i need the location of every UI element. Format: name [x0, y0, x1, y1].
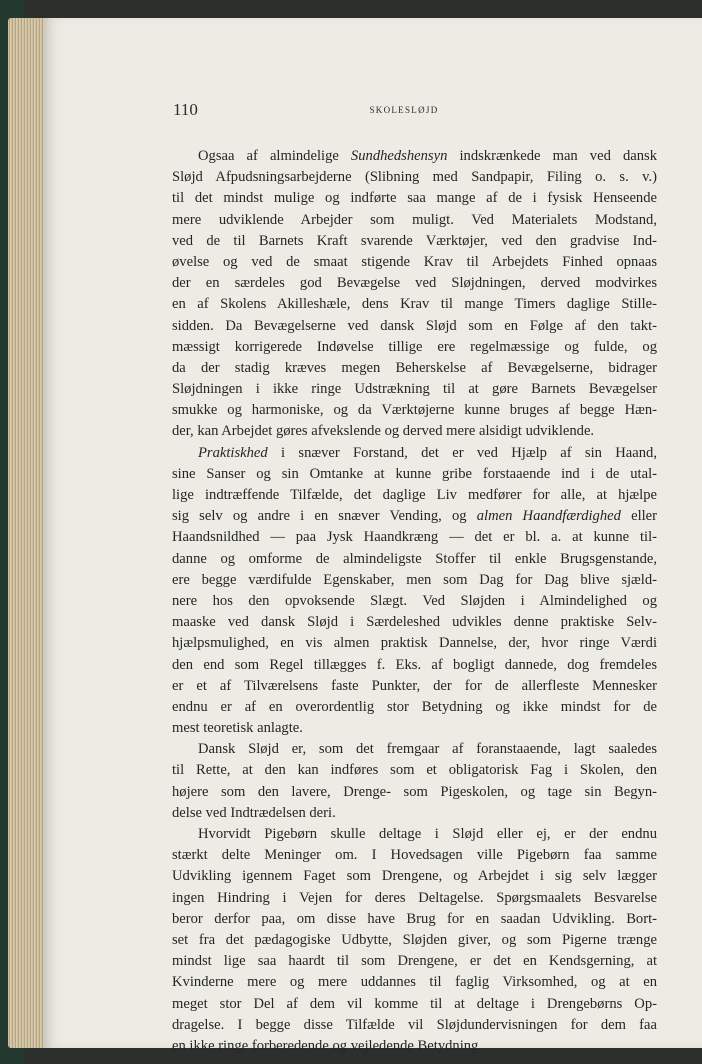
text-line: [172, 188, 657, 209]
text-segment: hjælpsmulighed, en vis almen praktisk Dannelse, der, hvor ringe Værdi: [172, 635, 657, 652]
text-segment: sidden. Da Bevægelserne ved dansk Sløjd som en Følge af den takt-: [172, 317, 657, 334]
text-segment: stærkt delte Meninger om. I Hovedsagen ville Pigebørn faa samme: [172, 847, 657, 864]
text-segment: set fra det pædagogiske Udbytte, Sløjden giver, og som Pigerne trænge: [172, 931, 657, 948]
text-segment: danne og omforme de almindeligste Stoffer til enkle Brugsgenstande,: [172, 550, 657, 567]
text-line: [172, 464, 657, 485]
text-segment: Udvikling igennem Faget som Drengene, og Arbejdet i sig selv lægger: [172, 868, 657, 885]
text-line: [172, 845, 657, 866]
text-line: [172, 294, 657, 315]
text-line: [172, 972, 657, 993]
text-segment: da der stadig kræves megen Beherskelse af Bevægelserne, bidrager: [172, 359, 657, 376]
text-segment: indskrænkede man ved dansk: [447, 148, 657, 164]
text-segment: maaske ved dansk Sløjd i Særdeleshed udvikles denne praktiske Selv-: [172, 614, 657, 631]
text-segment: dragelse. I begge disse Tilfælde vil Sløjdundervisningen for dem faa: [172, 1016, 657, 1033]
text-segment: ere begge værdifulde Egenskaber, men som Dag for Dag blive sjæld-: [172, 571, 657, 588]
text-line: [172, 379, 657, 400]
text-segment: den end som Regel tillægges f. Eks. af bogligt dannede, dog fremdeles: [172, 656, 657, 673]
text-segment: meget stor Del af dem vil komme til at deltage i Drengebørns Op-: [172, 995, 657, 1012]
text-line: [172, 697, 657, 718]
italic-text-segment: almen Haandfærdighed: [476, 508, 621, 525]
text-segment: Ogsaa af almindelige: [198, 148, 351, 164]
text-segment: delse ved Indtrædelsen deri.: [172, 804, 336, 821]
text-segment: Hvorvidt Pigebørn skulle deltage i Sløjd eller ej, er der endnu: [198, 826, 657, 842]
text-line: [172, 591, 657, 612]
text-segment: er et af Tilværelsens faste Punkter, der for de allerfleste Mennesker: [172, 677, 657, 694]
text-line: [172, 718, 657, 739]
page-header: [44, 100, 702, 122]
text-segment: ved de til Barnets Kraft svarende Værktøjer, ved den gradvise Ind-: [172, 232, 657, 249]
text-line: [172, 252, 657, 273]
text-segment: en af Skolens Akilleshæle, dens Krav til mange Timers daglige Stille-: [172, 296, 657, 313]
text-segment: sig selv og andre i en snæver Vending, og: [172, 508, 477, 525]
text-line: [172, 930, 657, 951]
text-segment: mæssigt korrigerede Indøvelse tillige ere regelmæssige og fulde, og: [172, 338, 657, 355]
text-segment: ingen Hindring i Vejen for deres Deltagelse. Spørgsmaalets Besvarelse: [172, 889, 657, 906]
text-line: [172, 167, 657, 188]
text-line: [172, 888, 657, 909]
text-line: [172, 633, 657, 654]
text-line: [172, 782, 657, 803]
text-line: [172, 506, 657, 527]
text-segment: mindst lige saa haardt til som Drengene, er det en Kendsgerning, at: [172, 953, 657, 970]
text-segment: en ikke ringe forberedende og vejledende Betydning.: [172, 1037, 483, 1054]
text-line: [172, 146, 657, 167]
text-line: [172, 1036, 657, 1057]
text-segment: Haandsnildhed — paa Jysk Haandkræng — det er bl. a. at kunne til-: [172, 529, 657, 546]
text-segment: eller: [620, 508, 657, 525]
text-line: [172, 549, 657, 570]
page-number: 110: [173, 100, 198, 119]
text-line: [172, 485, 657, 506]
text-segment: endnu er af en overordentlig stor Betydning og ikke mindst for de: [172, 698, 657, 715]
text-segment: i snæver Forstand, det er ved Hjælp af sin Haand,: [267, 444, 657, 461]
text-segment: smukke og harmoniske, og da Værktøjerne kunne bruges af begge Hæn-: [172, 402, 657, 419]
text-segment: mest teoretisk anlagte.: [172, 720, 303, 737]
text-segment: højere som den lavere, Drenge- som Pigeskolen, og tage sin Begyn-: [172, 783, 657, 800]
text-line: [172, 676, 657, 697]
body-text: [172, 146, 657, 1057]
text-line: [172, 337, 657, 358]
italic-text-segment: Praktiskhed: [198, 444, 268, 461]
text-line: [172, 951, 657, 972]
text-line: [172, 421, 657, 442]
text-line: [172, 210, 657, 231]
text-line: [172, 358, 657, 379]
page-stack-edge: [8, 18, 48, 1048]
text-line: [172, 655, 657, 676]
text-line: [172, 739, 657, 760]
text-line: [172, 400, 657, 421]
text-segment: til det mindst mulige og indførte saa mange af de i fysisk Henseende: [172, 190, 657, 207]
book-page: [44, 18, 702, 1054]
text-segment: nere hos den opvoksende Slægt. Ved Sløjden i Almindelighed og: [172, 592, 657, 609]
text-segment: til Rette, at den kan indføres som et obligatorisk Fag i Skolen, den: [172, 762, 657, 779]
text-line: [172, 231, 657, 252]
text-segment: Kvinderne mere og mere uddannes til faglig Virksomhed, og at en: [172, 974, 657, 991]
text-line: [172, 570, 657, 591]
text-segment: der en særdeles god Bevægelse ved Sløjdningen, derved modvirkes: [172, 275, 657, 292]
text-segment: Dansk Sløjd er, som det fremgaar af foranstaaende, lagt saaledes: [198, 741, 657, 758]
text-line: [172, 1015, 657, 1036]
text-line: [172, 994, 657, 1015]
text-line: [172, 316, 657, 337]
running-head: SKOLESLØJD: [369, 105, 439, 115]
text-line: [172, 866, 657, 887]
italic-text-segment: Sundhedshensyn: [350, 148, 448, 164]
text-segment: Sløjdningen i ikke ringe Udstrækning til at gøre Barnets Bevægelser: [172, 381, 657, 398]
text-segment: mere udviklende Arbejder som muligt. Ved Materialets Modstand,: [172, 211, 657, 228]
text-segment: lige indtræffende Tilfælde, det daglige Liv medfører for alle, at hjælpe: [172, 487, 657, 503]
text-line: [172, 612, 657, 633]
text-line: [172, 824, 657, 845]
text-line: [172, 803, 657, 824]
text-line: [172, 273, 657, 294]
text-segment: sine Sanser og sin Omtanke at kunne gribe forstaaende ind i de utal-: [172, 465, 657, 482]
text-segment: beror derfor paa, om disse have Brug for en saadan Udvikling. Bort-: [172, 910, 657, 927]
text-segment: der, kan Arbejdet gøres afvekslende og derved mere alsidigt udviklende.: [172, 423, 595, 440]
text-line: [172, 443, 657, 464]
text-line: [172, 760, 657, 781]
text-segment: Sløjd Afpudsningsarbejderne (Slibning med Sandpapir, Filing o. s. v.): [172, 169, 657, 186]
text-segment: øvelse og ved de smaat stigende Krav til Arbejdets Finhed opnaas: [172, 253, 657, 270]
text-line: [172, 527, 657, 548]
text-line: [172, 909, 657, 930]
